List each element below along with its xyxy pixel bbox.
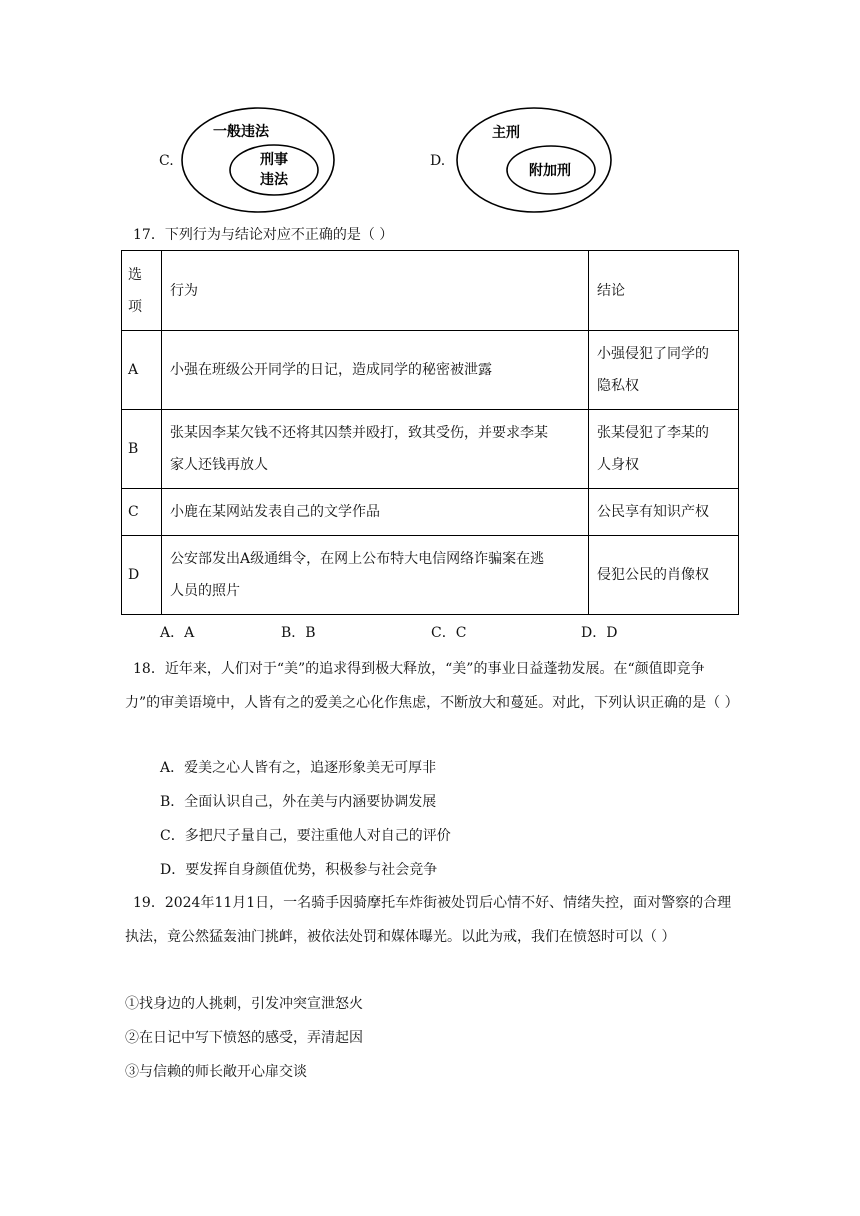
diagram-d-label: D. [430, 153, 446, 169]
row-behavior-line-2: 人员的照片 [170, 583, 240, 599]
diagram-d-inner-text: 附加刑 [529, 163, 571, 179]
row-behavior [162, 536, 589, 615]
diagram-c-inner-text-1: 刑事 [260, 152, 288, 168]
header-option-text-1: 选 [128, 266, 142, 283]
row-behavior [162, 331, 589, 410]
q19-item-3: ③与信赖的师长敞开心扉交谈 [125, 1064, 307, 1080]
q17-choice-b[interactable]: B．B [281, 625, 316, 641]
row-conclusion: 公民享有知识产权 [589, 489, 739, 536]
table-row [122, 331, 739, 410]
q18-stem: 18．近年来，人们对于“美”的追求得到极大释放，“美”的事业日益蓬勃发展。在“颜值即竞争力”的审美语境中，人皆有之的爱美之心化作焦虑，不断放大和蔓延。对此，下列认识正确的是（ ） [125, 661, 739, 711]
q17-stem: 17．下列行为与结论对应不正确的是（ ） [133, 227, 394, 243]
q19-stem: 19．2024年11月1日，一名骑手因骑摩托车炸街被处罚后心情不好、情绪失控，面对警察的合理执法，竟公然猛轰油门挑衅，被依法处罚和媒体曝光。以此为戒，我们在愤怒时可以（ ） [125, 895, 732, 945]
row-behavior-line-1: 小强在班级公开同学的日记，造成同学的秘密被泄露 [170, 362, 492, 378]
row-option: C [122, 489, 162, 536]
row-behavior-line-2: 家人还钱再放人 [170, 457, 268, 473]
q18-choice-d[interactable]: D．要发挥自身颜值优势，积极参与社会竞争 [160, 862, 438, 878]
header-option-text-2: 项 [128, 298, 142, 315]
diagram-c-label: C. [159, 153, 174, 169]
q18-choice-c[interactable]: C．多把尺子量自己，要注重他人对自己的评价 [160, 828, 451, 844]
header-option-cell [122, 251, 162, 331]
table-row [122, 410, 739, 489]
q19-item-2: ②在日记中写下愤怒的感受，弄清起因 [125, 1030, 363, 1046]
row-conclusion-line-2: 人身权 [597, 457, 639, 473]
q17-table [121, 250, 739, 615]
header-behavior-cell: 行为 [162, 251, 589, 331]
row-option: B [122, 410, 162, 489]
row-behavior-line-1: 公安部发出A级通缉令，在网上公布特大电信网络诈骗案在逃 [170, 551, 545, 567]
q17-choice-c[interactable]: C．C [431, 625, 467, 641]
q18-choice-b[interactable]: B．全面认识自己，外在美与内涵要协调发展 [160, 794, 437, 810]
row-conclusion [589, 410, 739, 489]
q17-choice-a[interactable]: A．A [160, 625, 195, 641]
row-option: A [122, 331, 162, 410]
table-row [122, 536, 739, 615]
table-header-row [122, 251, 739, 331]
diagram-d-venn [455, 106, 617, 214]
row-behavior: 小鹿在某网站发表自己的文学作品 [162, 489, 589, 536]
row-option: D [122, 536, 162, 615]
row-behavior [162, 410, 589, 489]
diagram-c-venn [180, 106, 340, 214]
row-conclusion-line-1: 小强侵犯了同学的 [597, 346, 709, 362]
q18-choice-a[interactable]: A．爱美之心人皆有之，追逐形象美无可厚非 [160, 760, 437, 776]
diagram-d-outer-text: 主刑 [492, 125, 520, 141]
row-conclusion-line-2: 隐私权 [597, 378, 639, 394]
row-conclusion: 侵犯公民的肖像权 [589, 536, 739, 615]
row-behavior-line-1: 张某因李某欠钱不还将其囚禁并殴打，致其受伤，并要求李某 [170, 425, 548, 441]
diagram-c-outer-text: 一般违法 [213, 124, 269, 140]
q17-choice-d[interactable]: D．D [581, 625, 618, 641]
row-conclusion [589, 331, 739, 410]
diagram-c-inner-text-2: 违法 [260, 172, 288, 188]
header-conclusion-cell: 结论 [589, 251, 739, 331]
q19-item-1: ①找身边的人挑刺，引发冲突宣泄怒火 [125, 996, 363, 1012]
row-conclusion-line-1: 张某侵犯了李某的 [597, 425, 709, 441]
diagram-d-outer-ellipse [457, 108, 611, 212]
table-row [122, 489, 739, 536]
